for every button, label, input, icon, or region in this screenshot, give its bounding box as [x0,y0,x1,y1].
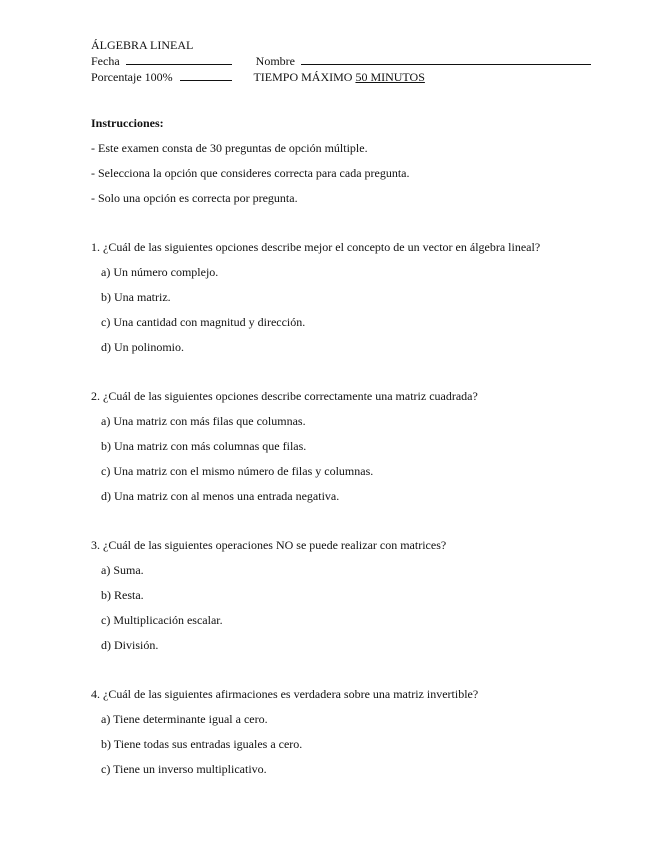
tiempo-value: 50 MINUTOS [355,70,425,84]
option-a[interactable]: a) Un número complejo. [101,265,219,279]
nombre-blank[interactable] [301,53,591,65]
option-d[interactable]: d) Un polinomio. [101,340,184,354]
porcentaje-blank[interactable] [180,69,232,81]
option-d[interactable]: d) Una matriz con al menos una entrada negativa. [101,489,340,503]
porcentaje-label: Porcentaje 100% [91,70,173,84]
question-4 [91,686,571,777]
question-text: 2. ¿Cuál de las siguientes opciones describe correctamente una matriz cuadrada? [91,389,478,403]
instruction-line: - Solo una opción es correcta por pregunta. [91,191,298,205]
option-b[interactable]: b) Una matriz con más columnas que filas. [101,439,307,453]
question-3 [91,537,571,653]
option-d[interactable]: d) División. [101,638,159,652]
exam-title: ÁLGEBRA LINEAL [91,38,194,52]
option-c[interactable]: c) Una matriz con el mismo número de filas y columnas. [101,464,374,478]
question-2 [91,388,571,504]
fecha-blank[interactable] [126,53,232,65]
exam-page [91,37,571,777]
porcentaje-tiempo-row [91,69,571,85]
fecha-nombre-row [91,53,571,69]
option-b[interactable]: b) Una matriz. [101,290,171,304]
option-a[interactable]: a) Una matriz con más filas que columnas. [101,414,306,428]
option-b[interactable]: b) Resta. [101,588,144,602]
nombre-label: Nombre [255,54,295,68]
option-a[interactable]: a) Tiene determinante igual a cero. [101,712,268,726]
instruction-line: - Este examen consta de 30 preguntas de opción múltiple. [91,141,368,155]
instructions-title: Instrucciones: [91,116,164,130]
question-text: 3. ¿Cuál de las siguientes operaciones NO se puede realizar con matrices? [91,538,447,552]
option-a[interactable]: a) Suma. [101,563,144,577]
question-text: 4. ¿Cuál de las siguientes afirmaciones es verdadera sobre una matriz invertible? [91,687,479,701]
option-c[interactable]: c) Una cantidad con magnitud y dirección. [101,315,306,329]
question-1 [91,239,571,355]
option-c[interactable]: c) Multiplicación escalar. [101,613,223,627]
tiempo-label: TIEMPO MÁXIMO [253,70,353,84]
instruction-line: - Selecciona la opción que consideres correcta para cada pregunta. [91,166,410,180]
instructions-block [91,115,571,206]
option-c[interactable]: c) Tiene un inverso multiplicativo. [101,762,267,776]
option-b[interactable]: b) Tiene todas sus entradas iguales a cero. [101,737,303,751]
question-text: 1. ¿Cuál de las siguientes opciones describe mejor el concepto de un vector en álgebra lineal? [91,240,541,254]
fecha-label: Fecha [91,54,120,68]
